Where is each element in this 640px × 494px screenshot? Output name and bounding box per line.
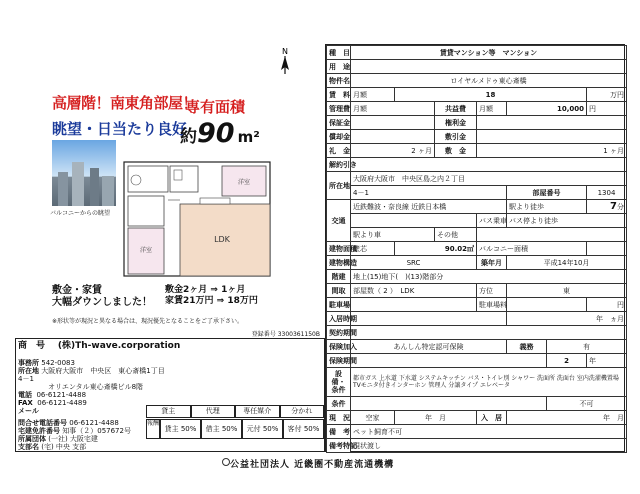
commission-label: 報酬: [146, 419, 160, 439]
insurance-req-label: 義務: [507, 340, 547, 354]
insurance-period: 2: [547, 354, 587, 368]
company-details: 事務所 542-0083 所在地 大阪府大阪市 中央区 東心斎橋1丁目 4－1 オリエンタル東心斎橋ビル8階 電話 06-6121-4488 FAX 06-6121-4489 メール 問合せ電話番号 06-6121-4488 宅建免許番号 知事（２）057672号 所属団体 (一社) 大阪宅建 支部名 (宅) 中央 支部: [18, 359, 165, 451]
row-label-conditions: 条件: [327, 397, 351, 411]
status-value: 空家: [351, 411, 395, 425]
orientation-label: 方位: [477, 284, 507, 298]
row-label-use: 用 途: [327, 60, 351, 74]
view-photo: [52, 140, 116, 206]
sheet-title: 賃貸マンション等 マンション: [351, 46, 627, 60]
commission-share: 元付 50%: [242, 419, 283, 439]
deal-type: 分かれ: [280, 405, 325, 418]
layout-value: 部屋数（ 2 ） LDK: [351, 284, 477, 298]
row-label-status: 現 況: [327, 411, 351, 425]
svg-text:洋室: 洋室: [237, 179, 251, 186]
row-label-reikin: 礼 金: [327, 144, 351, 158]
station-line: 近鉄難波・奈良線 近鉄日本橋: [351, 200, 507, 214]
movein-date: 年 月: [507, 411, 627, 425]
row-label-access: 交通: [327, 200, 351, 242]
built-value: 平成14年10月: [507, 256, 627, 270]
rent-unit: 万円: [587, 88, 627, 102]
commission-share: 貸主 50%: [160, 419, 201, 439]
deal-type: 貸主: [146, 405, 191, 418]
row-label-rent: 賃 料: [327, 88, 351, 102]
notes-value: ペット飼育不可: [351, 425, 627, 439]
floors-value: 地上(15)地下( )(13)階部分: [351, 270, 627, 284]
row-label-cancel: 解約引き: [327, 158, 351, 172]
conditions-value: 不可: [547, 397, 627, 411]
headline-blue: 眺望・日当たり良好: [52, 120, 188, 138]
remarks-value: 現状渡し: [351, 439, 627, 453]
row-label-notes: 備 考: [327, 425, 351, 439]
reikin-value: 2 ヶ月: [351, 144, 435, 158]
row-label-common: 共益費: [435, 102, 477, 116]
disclaimer-note: ※形状等が現況と異なる場合は、現況優先となることをご了承下さい。: [52, 318, 244, 325]
balcony-label: バルコニー面積: [477, 242, 587, 256]
area-type: 壁芯: [351, 242, 395, 256]
other-access-label: その他: [435, 228, 477, 242]
photo-caption: バルコニーからの眺望: [50, 210, 111, 217]
row-label-built: 築年月: [477, 256, 507, 270]
footer-association: 公益社団法人 近畿圏不動産流通機構: [230, 460, 395, 470]
car-label: 駅より車: [351, 228, 435, 242]
row-label-layout: 間取: [327, 284, 351, 298]
row-label-facilities: 設備・条件: [327, 368, 351, 397]
row-label-type: 種 目: [327, 46, 351, 60]
compass-label: N: [282, 47, 288, 56]
use-value: [351, 60, 627, 74]
mgmt-prefix: 月額: [351, 102, 435, 116]
compass-north-arrow-icon: [270, 46, 300, 76]
shikikin-value: 1 ヶ月: [477, 144, 627, 158]
commission-share: 客付 50%: [283, 419, 324, 439]
discount-banner: 敷金・家賃 大幅ダウンしました！: [52, 285, 152, 308]
deal-types: [146, 405, 324, 418]
row-label-remarks: 備考特記: [327, 439, 351, 453]
row-label-contract: 契約期間: [327, 326, 351, 340]
svg-text:LDK: LDK: [214, 235, 230, 244]
row-label-mgmt: 管理費: [327, 102, 351, 116]
insurance-value: あんしん特定認可保険: [351, 340, 507, 354]
area-value: 90.02㎡: [395, 242, 477, 256]
row-label-shiki: 敷引金: [435, 130, 477, 144]
row-label-area: 建物面積: [327, 242, 351, 256]
svg-text:洋室: 洋室: [139, 247, 153, 254]
walk-minutes: 7分: [587, 200, 627, 214]
walk-label: 駅より徒歩: [507, 200, 587, 214]
floor-plan: [122, 160, 272, 278]
common-prefix: 月額: [477, 102, 507, 116]
location-value-2: 4－1: [351, 186, 507, 200]
row-label-parking: 駐車場: [327, 298, 351, 312]
deal-type: 専任媒介: [235, 405, 280, 418]
row-label-deposit: 保証金: [327, 116, 351, 130]
row-label-floors: 階建: [327, 270, 351, 284]
bus-walk-label: バス停より徒歩: [507, 214, 627, 228]
row-label-shikikin: 敷 金: [435, 144, 477, 158]
status-date: 年 月: [395, 411, 477, 425]
row-label-location: 所在地: [327, 172, 351, 200]
room-number-label: 部屋番号: [507, 186, 587, 200]
orientation-value: 東: [507, 284, 627, 298]
property-name: ロイヤルメドゥ東心斎橋: [351, 74, 627, 88]
row-label-insurance-period: 保険期間: [327, 354, 351, 368]
common-unit: 円: [587, 102, 627, 116]
rent-value: 18: [395, 88, 587, 102]
structure-value: SRC: [351, 256, 477, 270]
parking-unit: 円: [587, 298, 627, 312]
row-label-deprec: 償却金: [327, 130, 351, 144]
commission-share: 借主 50%: [201, 419, 242, 439]
association-logo-icon: [222, 458, 230, 466]
move-unit: 年 ヵ月: [507, 312, 627, 326]
row-label-structure: 建物構造: [327, 256, 351, 270]
trade-name-row: 商 号 (株)Th-wave.corporation: [18, 341, 181, 351]
bus-label: バス乗車: [477, 214, 507, 228]
row-label-name: 物件名: [327, 74, 351, 88]
insurance-period-unit: 年: [587, 354, 627, 368]
common-fee: 10,000: [507, 102, 587, 116]
headline-red: 高層階！南東角部屋！: [52, 94, 198, 112]
company-info-box: [15, 331, 325, 452]
area-label: 専有面積: [185, 98, 246, 116]
commission-shares: [146, 419, 324, 439]
rent-prefix: 月額: [351, 88, 395, 102]
row-label-movein: 入 居: [477, 411, 507, 425]
area-figure: 約90 m²: [180, 118, 260, 149]
row-label-key-money: 権利金: [435, 116, 477, 130]
facilities-value: 都市ガス 上水道 下水道 システムキッチン バス・トイレ別 シャワー 洗面所 洗面台 室内洗濯機置場 TVモニタ付きインターホン 管理人 分譲タイプ エレベータ: [351, 368, 627, 397]
location-value: 大阪府大阪市 中央区島之内２丁目: [351, 172, 627, 186]
deal-type: 代理: [191, 405, 236, 418]
row-label-move: 入居時期: [327, 312, 351, 326]
price-change: 敷金2ヶ月 ⇒ 1ヶ月 家賃21万円 ⇒ 18万円: [165, 285, 258, 306]
insurance-req: 有: [547, 340, 627, 354]
license-ref: 登録番号 3300361150B: [251, 331, 320, 338]
room-number: 1304: [587, 186, 627, 200]
property-spec-sheet: [325, 44, 625, 452]
parking-fee-label: 駐車場料: [477, 298, 507, 312]
row-label-insurance: 保険加入: [327, 340, 351, 354]
